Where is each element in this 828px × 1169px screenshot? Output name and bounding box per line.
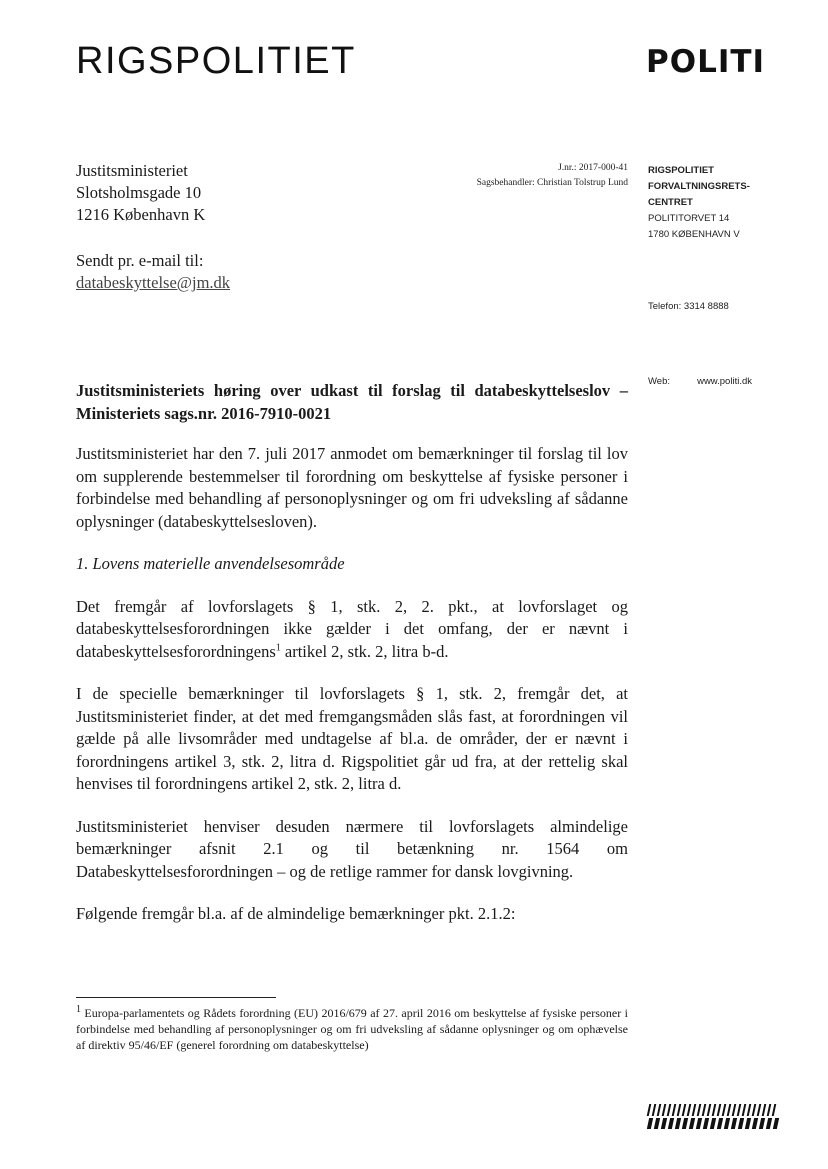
barcode-bar [712,1104,717,1116]
barcode-bar [668,1118,674,1129]
recipient-line: 1216 København K [76,205,206,224]
barcode-bar [722,1104,727,1116]
barcode-bar [662,1104,667,1116]
barcode-bar [692,1104,697,1116]
barcode-bar [657,1104,662,1116]
barcode-bar [737,1104,742,1116]
barcode-bar [672,1104,677,1116]
sender-city: 1780 KØBENHAVN V [648,229,740,240]
barcode-bar [717,1118,723,1129]
barcode-bar [724,1118,730,1129]
sender-dept: FORVALTNINGSRETS- [648,181,750,192]
barcode-bar [759,1118,765,1129]
barcode-bar [767,1104,772,1116]
recipient-line: Slotsholmsgade 10 [76,183,202,202]
sent-by-email [76,250,230,294]
footnote-marker: 1 [76,1004,81,1015]
recipient-address [76,160,205,226]
barcode-bar [703,1118,709,1129]
email-link[interactable]: databeskyttelse@jm.dk [76,273,231,292]
footnote-divider [76,997,276,998]
case-reference [420,161,628,191]
footnote [76,1005,628,1053]
barcode-bar [727,1104,732,1116]
barcode-bar [762,1104,767,1116]
barcode-bar [732,1104,737,1116]
barcode-bar [654,1118,660,1129]
paragraph: I de specielle bemærkninger til lovforslagets § 1, stk. 2, fremgår det, at Justitsministeriet finder, at det med fremgangsmåden slås fast, at forordningen vil gælde på alle livsområder med undtagelse af bl.a. de områder, der er nævnt i forordningens artikel 3, stk. 2, litra d. Rigspolitiet går ud fra, at der rettelig skal henvises til forordningens artikel 2, stk. 2, litra d. [76,684,628,793]
barcode-bar [717,1104,722,1116]
barcode-row-bottom [648,1118,782,1129]
barcode-bar [689,1118,695,1129]
barcode-bar [752,1118,758,1129]
journal-number: J.nr.: 2017-000-41 [558,163,628,173]
barcode-bar [682,1118,688,1129]
section-heading: 1. Lovens materielle anvendelsesområde [76,554,345,573]
case-handler: Sagsbehandler: Christian Tolstrup Lund [476,178,628,188]
barcode-bar [766,1118,772,1129]
barcode-bar [682,1104,687,1116]
barcode-bar [702,1104,707,1116]
barcode-bar [710,1118,716,1129]
paragraph [76,596,628,664]
barcode-bar [675,1118,681,1129]
barcode-bar [738,1118,744,1129]
politi-logo: POLITI [646,44,766,80]
barcode-bar [747,1104,752,1116]
letter-title: Justitsministeriets høring over udkast til forslag til databeskyttelseslov – Ministeriets sags.nr. 2016-7910-0021 [76,381,628,423]
barcode-graphic [648,1104,782,1131]
paragraph-text: Det fremgår af lovforslagets § 1, stk. 2, 2. pkt., at lovforslaget og databeskyttelsesforordningen ikke gælder i det omfang, der er nævnt i databeskyttelsesforordningens [76,596,628,661]
paragraph-text: artikel 2, stk. 2, litra b-d. [280,641,449,661]
barcode-bar [647,1104,652,1116]
barcode-bar [647,1118,653,1129]
paragraph: Justitsministeriet henviser desuden nærmere til lovforslagets almindelige bemærkninger afsnit 2.1 og til betænkning nr. 1564 om Databeskyttelsesforordningen – og de retlige rammer for dansk lovgivning. [76,816,628,881]
barcode-bar [745,1118,751,1129]
paragraph: Følgende fremgår bl.a. af de almindelige bemærkninger pkt. 2.1.2: [76,904,516,923]
barcode-bar [661,1118,667,1129]
barcode-bar [773,1118,779,1129]
letter-body [76,380,628,946]
paragraph: Justitsministeriet har den 7. juli 2017 anmodet om bemærkninger til forslag til lov om supplerende bestemmelser til forordning om beskyttelse af fysiske personer i forbindelse med behandling af personoplysninger og om fri udveksling af sådanne oplysninger (databeskyttelsesloven). [76,444,628,531]
barcode-bar [757,1104,762,1116]
footnote-ref: 1 [275,642,281,653]
sender-dept: CENTRET [648,197,693,208]
barcode-bar [742,1104,747,1116]
sender-phone: Telefon: 3314 8888 [648,301,729,312]
barcode-bar [752,1104,757,1116]
web-label: Web: [648,376,671,387]
barcode-bar [652,1104,657,1116]
recipient-line: Justitsministeriet [76,161,188,180]
rigspolitiet-wordmark: RIGSPOLITIET [76,40,356,82]
barcode-bar [707,1104,712,1116]
sender-web [648,376,752,387]
sender-org: RIGSPOLITIET [648,165,714,176]
barcode-bar [667,1104,672,1116]
barcode-bar [772,1104,777,1116]
barcode-bar [697,1104,702,1116]
barcode-bar [696,1118,702,1129]
barcode-row-top [648,1104,782,1116]
barcode-bar [687,1104,692,1116]
sent-label: Sendt pr. e-mail til: [76,251,204,270]
footnote-text: Europa-parlamentets og Rådets forordning (EU) 2016/679 af 27. april 2016 om beskyttelse af fysiske personer i forbindelse med behandling af personoplysninger og om fri udveksling af sådanne oplysninger og om ophævelse af direktiv 95/46/EF (generel forordning om databeskyttelse) [76,1006,628,1052]
sender-street: POLITITORVET 14 [648,213,730,224]
barcode-bar [731,1118,737,1129]
sender-block [648,163,750,243]
barcode-bar [677,1104,682,1116]
web-link[interactable]: www.politi.dk [697,376,752,387]
